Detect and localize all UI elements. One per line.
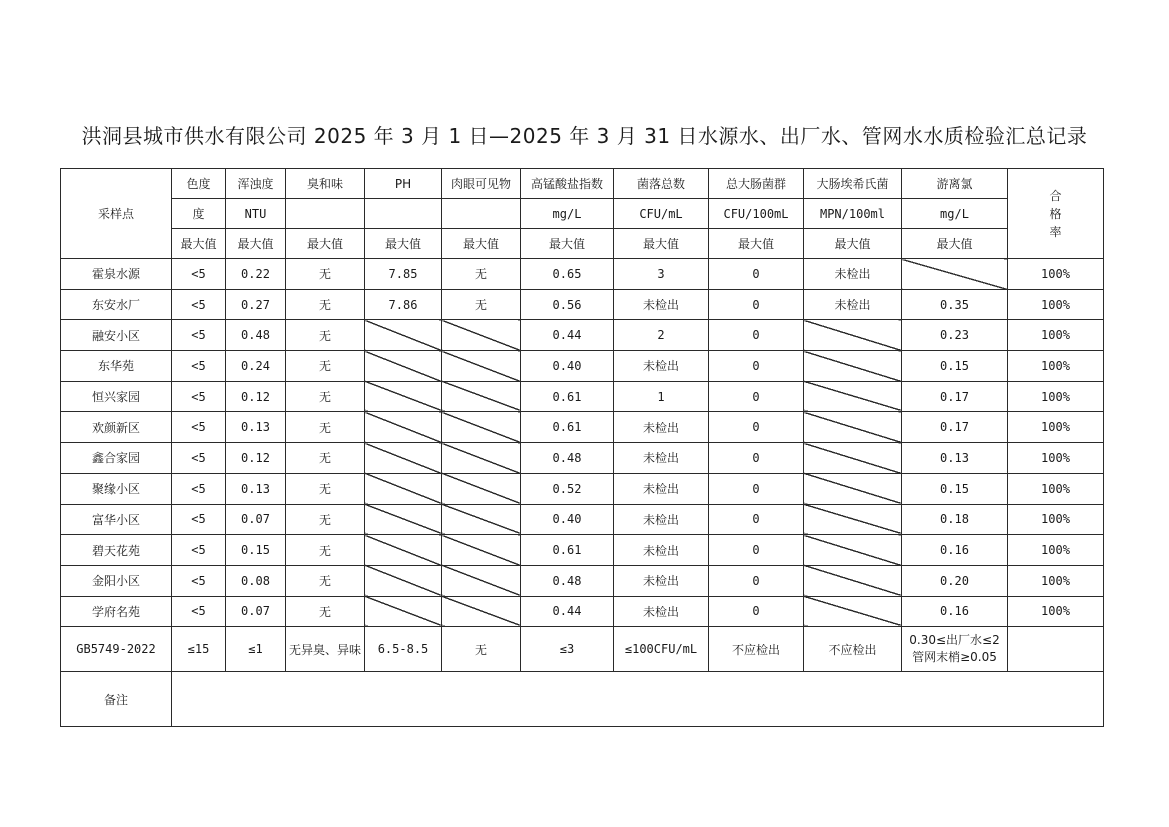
slashed-cell — [804, 412, 902, 443]
value-cell: <5 — [172, 412, 226, 443]
table-row — [61, 259, 1104, 290]
value-cell: 0.56 — [521, 289, 614, 320]
header-stat: 最大值 — [286, 229, 365, 259]
value-cell: 0 — [709, 535, 804, 566]
value-cell: 0.40 — [521, 351, 614, 382]
pass-rate-cell: 100% — [1008, 289, 1104, 320]
value-cell: 0 — [709, 443, 804, 474]
slashed-cell — [442, 473, 521, 504]
value-cell: 无 — [286, 443, 365, 474]
value-cell: <5 — [172, 381, 226, 412]
slashed-cell — [804, 351, 902, 382]
value-cell: 0.35 — [902, 289, 1008, 320]
value-cell: 0 — [709, 381, 804, 412]
slashed-cell — [442, 565, 521, 596]
value-cell: 未检出 — [614, 473, 709, 504]
standard-chlorine — [902, 627, 1008, 672]
value-cell: 未检出 — [614, 351, 709, 382]
header-name: 高锰酸盐指数 — [521, 169, 614, 199]
note-content — [172, 672, 1104, 727]
value-cell: 无 — [286, 535, 365, 566]
header-unit: MPN/100ml — [804, 199, 902, 229]
chlorine-limit-line: 管网末梢≥0.05 — [912, 650, 997, 665]
header-name: 浑浊度 — [226, 169, 286, 199]
value-cell: 0 — [709, 473, 804, 504]
value-cell: <5 — [172, 504, 226, 535]
value-cell: 未检出 — [614, 443, 709, 474]
slashed-cell — [804, 443, 902, 474]
slashed-cell — [442, 535, 521, 566]
value-cell: 0.16 — [902, 535, 1008, 566]
value-cell: 0.65 — [521, 259, 614, 290]
slashed-cell — [442, 443, 521, 474]
table-row — [61, 351, 1104, 382]
slashed-cell — [804, 565, 902, 596]
value-cell: 0.07 — [226, 596, 286, 627]
value-cell: <5 — [172, 289, 226, 320]
value-cell: 0.44 — [521, 596, 614, 627]
standard-rate — [1008, 627, 1104, 672]
table-row — [61, 535, 1104, 566]
value-cell: 0.17 — [902, 381, 1008, 412]
value-cell: 无 — [286, 412, 365, 443]
slashed-cell — [365, 443, 442, 474]
header-name: 菌落总数 — [614, 169, 709, 199]
value-cell: 0.12 — [226, 443, 286, 474]
sample-site: 碧天花苑 — [61, 535, 172, 566]
header-stat: 最大值 — [804, 229, 902, 259]
header-unit: mg/L — [521, 199, 614, 229]
value-cell: 未检出 — [804, 259, 902, 290]
table-row — [61, 320, 1104, 351]
value-cell: 1 — [614, 381, 709, 412]
slashed-cell — [365, 473, 442, 504]
value-cell: <5 — [172, 596, 226, 627]
document-title: 洪洞县城市供水有限公司 2025 年 3 月 1 日—2025 年 3 月 31 日水源水、出厂水、管网水水质检验汇总记录 — [81, 124, 1088, 148]
pass-rate-cell: 100% — [1008, 596, 1104, 627]
value-cell: 3 — [614, 259, 709, 290]
value-cell: 无 — [286, 351, 365, 382]
header-stat: 最大值 — [172, 229, 226, 259]
value-cell: 0.12 — [226, 381, 286, 412]
value-cell: 未检出 — [614, 596, 709, 627]
sample-site: 欢颜新区 — [61, 412, 172, 443]
standard-value: ≤1 — [226, 627, 286, 672]
value-cell: 0 — [709, 351, 804, 382]
standard-value: ≤15 — [172, 627, 226, 672]
value-cell: 0.61 — [521, 535, 614, 566]
sample-site: 东安水厂 — [61, 289, 172, 320]
value-cell: <5 — [172, 565, 226, 596]
value-cell: 0.52 — [521, 473, 614, 504]
value-cell: <5 — [172, 320, 226, 351]
value-cell: 无 — [442, 259, 521, 290]
header-stat: 最大值 — [226, 229, 286, 259]
pass-rate-cell: 100% — [1008, 565, 1104, 596]
header-name: 总大肠菌群 — [709, 169, 804, 199]
value-cell: 0 — [709, 289, 804, 320]
table-row — [61, 412, 1104, 443]
header-unit — [365, 199, 442, 229]
header-sample-point: 采样点 — [61, 169, 172, 259]
slashed-cell — [902, 259, 1008, 290]
pass-rate-cell: 100% — [1008, 443, 1104, 474]
value-cell: 2 — [614, 320, 709, 351]
value-cell: 0 — [709, 320, 804, 351]
value-cell: 0.18 — [902, 504, 1008, 535]
sample-site: 东华苑 — [61, 351, 172, 382]
value-cell: 0 — [709, 259, 804, 290]
value-cell: 0.08 — [226, 565, 286, 596]
sample-site: 聚缘小区 — [61, 473, 172, 504]
slashed-cell — [365, 320, 442, 351]
water-quality-table — [60, 168, 1104, 727]
value-cell: 7.86 — [365, 289, 442, 320]
chlorine-limit-line: 0.30≤出厂水≤2 — [909, 633, 1000, 648]
pass-rate-cell: 100% — [1008, 351, 1104, 382]
value-cell: 无 — [442, 289, 521, 320]
standard-label: GB5749-2022 — [61, 627, 172, 672]
value-cell: 0.48 — [226, 320, 286, 351]
value-cell: 无 — [286, 596, 365, 627]
header-unit — [286, 199, 365, 229]
pass-rate-cell: 100% — [1008, 381, 1104, 412]
value-cell: 0.61 — [521, 412, 614, 443]
header-unit — [442, 199, 521, 229]
slashed-cell — [365, 381, 442, 412]
standard-value: ≤100CFU/mL — [614, 627, 709, 672]
standard-value: 无 — [442, 627, 521, 672]
value-cell: 0.61 — [521, 381, 614, 412]
slashed-cell — [804, 535, 902, 566]
value-cell: 0 — [709, 565, 804, 596]
value-cell: 0.24 — [226, 351, 286, 382]
table-row — [61, 289, 1104, 320]
value-cell: 未检出 — [614, 504, 709, 535]
value-cell: 0.16 — [902, 596, 1008, 627]
sample-site: 恒兴家园 — [61, 381, 172, 412]
value-cell: 未检出 — [614, 565, 709, 596]
header-unit: CFU/mL — [614, 199, 709, 229]
standard-value: 6.5-8.5 — [365, 627, 442, 672]
value-cell: 未检出 — [614, 289, 709, 320]
value-cell: 0.13 — [902, 443, 1008, 474]
pass-rate-cell: 100% — [1008, 259, 1104, 290]
note-label: 备注 — [61, 672, 172, 727]
table-row — [61, 381, 1104, 412]
value-cell: 未检出 — [614, 535, 709, 566]
value-cell: 未检出 — [804, 289, 902, 320]
standard-value: ≤3 — [521, 627, 614, 672]
sample-site: 鑫合家园 — [61, 443, 172, 474]
value-cell: <5 — [172, 351, 226, 382]
value-cell: 0.15 — [902, 473, 1008, 504]
header-name: 色度 — [172, 169, 226, 199]
sample-site: 金阳小区 — [61, 565, 172, 596]
value-cell: 0.07 — [226, 504, 286, 535]
pass-rate-cell: 100% — [1008, 504, 1104, 535]
table-row — [61, 596, 1104, 627]
pass-rate-cell: 100% — [1008, 535, 1104, 566]
value-cell: 7.85 — [365, 259, 442, 290]
header-name: 臭和味 — [286, 169, 365, 199]
value-cell: 无 — [286, 504, 365, 535]
slashed-cell — [442, 381, 521, 412]
value-cell: <5 — [172, 259, 226, 290]
table-row — [61, 473, 1104, 504]
value-cell: 0.13 — [226, 473, 286, 504]
value-cell: 无 — [286, 289, 365, 320]
table-row — [61, 504, 1104, 535]
value-cell: 无 — [286, 381, 365, 412]
pass-rate-cell: 100% — [1008, 320, 1104, 351]
value-cell: 无 — [286, 565, 365, 596]
header-stat: 最大值 — [365, 229, 442, 259]
slashed-cell — [804, 596, 902, 627]
sample-site: 融安小区 — [61, 320, 172, 351]
slashed-cell — [442, 320, 521, 351]
header-stat: 最大值 — [709, 229, 804, 259]
header-unit: NTU — [226, 199, 286, 229]
slashed-cell — [804, 473, 902, 504]
header-stat: 最大值 — [902, 229, 1008, 259]
standard-value: 无异臭、异味 — [286, 627, 365, 672]
table-row — [61, 443, 1104, 474]
value-cell: 0.44 — [521, 320, 614, 351]
header-pass-rate: 合 格 率 — [1008, 169, 1104, 259]
value-cell: 0.48 — [521, 443, 614, 474]
slashed-cell — [365, 535, 442, 566]
slashed-cell — [365, 565, 442, 596]
header-stat: 最大值 — [442, 229, 521, 259]
slashed-cell — [365, 412, 442, 443]
slashed-cell — [442, 351, 521, 382]
header-name: 大肠埃希氏菌 — [804, 169, 902, 199]
slashed-cell — [365, 596, 442, 627]
value-cell: <5 — [172, 535, 226, 566]
header-stat: 最大值 — [614, 229, 709, 259]
header-stat: 最大值 — [521, 229, 614, 259]
value-cell: <5 — [172, 443, 226, 474]
standard-value: 不应检出 — [709, 627, 804, 672]
header-unit: CFU/100mL — [709, 199, 804, 229]
header-name: 游离氯 — [902, 169, 1008, 199]
header-unit: 度 — [172, 199, 226, 229]
slashed-cell — [442, 412, 521, 443]
value-cell: 0.40 — [521, 504, 614, 535]
sample-site: 富华小区 — [61, 504, 172, 535]
slashed-cell — [804, 381, 902, 412]
slashed-cell — [804, 320, 902, 351]
value-cell: <5 — [172, 473, 226, 504]
value-cell: 0.27 — [226, 289, 286, 320]
value-cell: 无 — [286, 320, 365, 351]
value-cell: 0.48 — [521, 565, 614, 596]
slashed-cell — [365, 351, 442, 382]
header-name: PH — [365, 169, 442, 199]
value-cell: 0.17 — [902, 412, 1008, 443]
slashed-cell — [804, 504, 902, 535]
slashed-cell — [365, 504, 442, 535]
header-unit: mg/L — [902, 199, 1008, 229]
value-cell: 0.22 — [226, 259, 286, 290]
header-name: 肉眼可见物 — [442, 169, 521, 199]
value-cell: 0 — [709, 596, 804, 627]
slashed-cell — [442, 504, 521, 535]
pass-rate-cell: 100% — [1008, 473, 1104, 504]
value-cell: 0 — [709, 412, 804, 443]
value-cell: 0.15 — [226, 535, 286, 566]
value-cell: 0.15 — [902, 351, 1008, 382]
sample-site: 学府名苑 — [61, 596, 172, 627]
standard-value: 不应检出 — [804, 627, 902, 672]
value-cell: 0.23 — [902, 320, 1008, 351]
value-cell: 0.13 — [226, 412, 286, 443]
value-cell: 0 — [709, 504, 804, 535]
value-cell: 无 — [286, 473, 365, 504]
value-cell: 未检出 — [614, 412, 709, 443]
value-cell: 无 — [286, 259, 365, 290]
sample-site: 霍泉水源 — [61, 259, 172, 290]
pass-rate-cell: 100% — [1008, 412, 1104, 443]
table-row — [61, 565, 1104, 596]
slashed-cell — [442, 596, 521, 627]
value-cell: 0.20 — [902, 565, 1008, 596]
